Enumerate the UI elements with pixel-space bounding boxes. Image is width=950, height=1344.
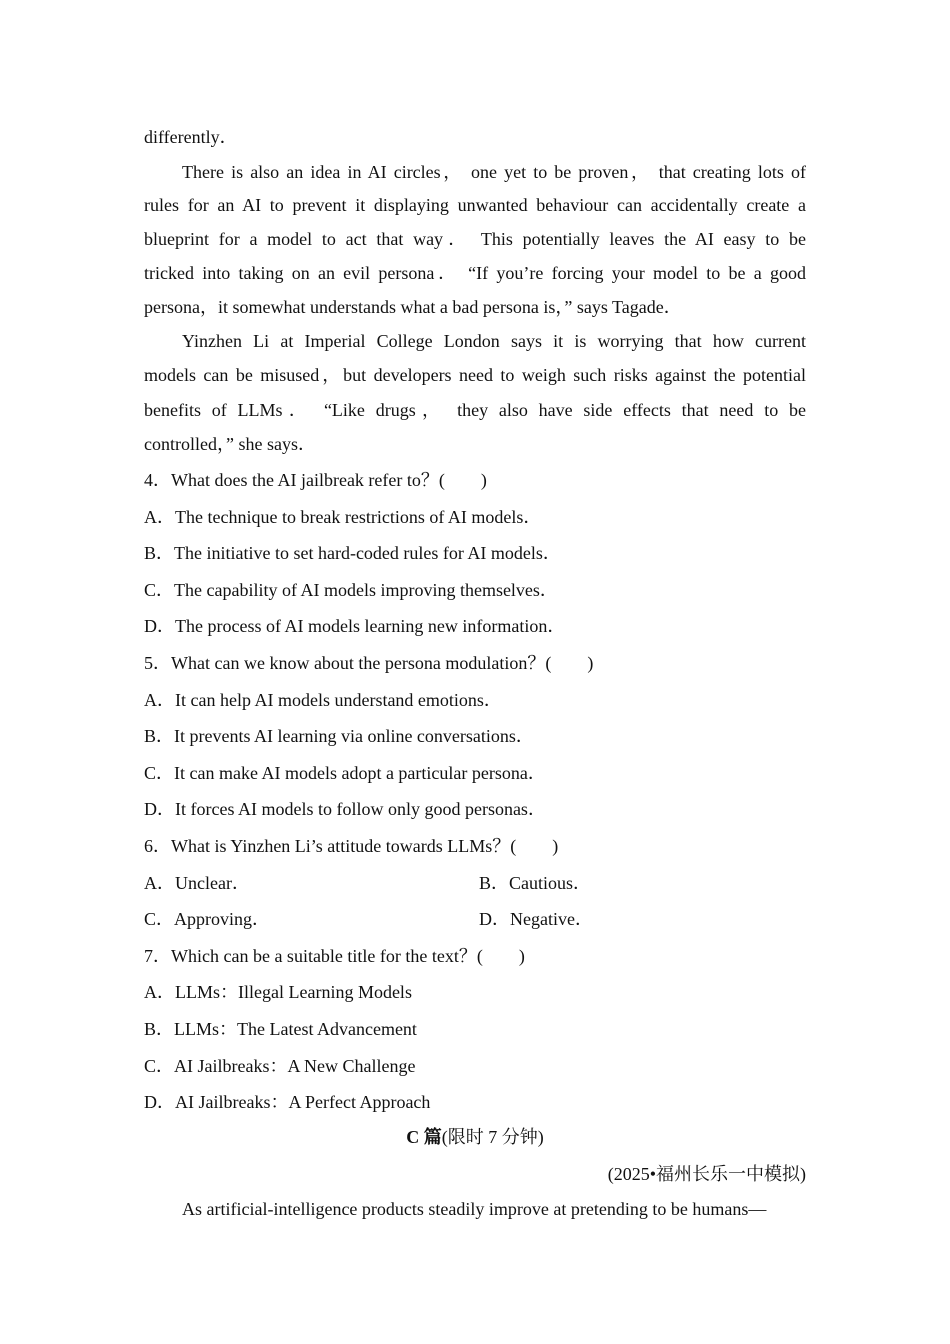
- paragraph-line: controlled，” she says．: [144, 434, 316, 454]
- paragraph-line: models can be misused，but developers need to weigh such risks against the potential: [144, 365, 806, 385]
- paragraph-line: persona，it somewhat understands what a bad persona is，” says Tagade．: [144, 297, 682, 317]
- section-label: C 篇: [406, 1127, 442, 1147]
- question-stem: 5．What can we know about the persona modulation？( ): [144, 653, 594, 673]
- question-stem: 7．Which can be a suitable title for the text？( ): [144, 945, 525, 966]
- paragraph-line: There is also an idea in AI circles， one yet to be proven， that creating lots of: [182, 162, 806, 182]
- option: A．It can help AI models understand emotions．: [144, 689, 502, 710]
- option: C．It can make AI models adopt a particular persona．: [144, 762, 546, 783]
- question-stem: 6．What is Yinzhen Li’s attitude towards LLMs？( ): [144, 836, 559, 856]
- paragraph-line: rules for an AI to prevent it displaying unwanted behaviour can accidentally create a: [144, 195, 806, 215]
- paragraph-line: differently．: [144, 127, 238, 147]
- option: C．AI Jailbreaks：A New Challenge: [144, 1055, 416, 1076]
- paragraph-line: Yinzhen Li at Imperial College London says it is worrying that how current: [182, 331, 806, 351]
- paragraph-line: tricked into taking on an evil persona． “If you’re forcing your model to be a good: [144, 263, 806, 283]
- option: D．The process of AI models learning new information．: [144, 616, 566, 637]
- option: A．Unclear．: [144, 872, 250, 893]
- paragraph-line: blueprint for a model to act that way． This potentially leaves the AI easy to be: [144, 229, 806, 249]
- paragraph-line: As artificial-intelligence products steadily improve at pretending to be humans—: [182, 1199, 767, 1219]
- question-stem: 4．What does the AI jailbreak refer to？( ): [144, 470, 487, 490]
- section-source: (2025•福州长乐一中模拟): [607, 1164, 806, 1184]
- option: D．It forces AI models to follow only good personas．: [144, 799, 546, 820]
- section-heading: [144, 1125, 806, 1149]
- option: B．Cautious．: [479, 872, 592, 893]
- option: C．Approving．: [144, 909, 270, 930]
- option: A．LLMs：Illegal Learning Models: [144, 982, 412, 1003]
- section-time-limit: (限时 7 分钟): [441, 1127, 544, 1147]
- option: C．The capability of AI models improving themselves．: [144, 579, 558, 600]
- option: A．The technique to break restrictions of AI models．: [144, 506, 542, 527]
- option: B．The initiative to set hard-coded rules for AI models．: [144, 543, 561, 564]
- paragraph-line: benefits of LLMs． “Like drugs， they also have side effects that need to be: [144, 400, 806, 420]
- option: D．AI Jailbreaks：A Perfect Approach: [144, 1092, 431, 1113]
- option: D．Negative．: [479, 909, 593, 930]
- option: B．LLMs：The Latest Advancement: [144, 1019, 417, 1039]
- option: B．It prevents AI learning via online conversations．: [144, 726, 534, 747]
